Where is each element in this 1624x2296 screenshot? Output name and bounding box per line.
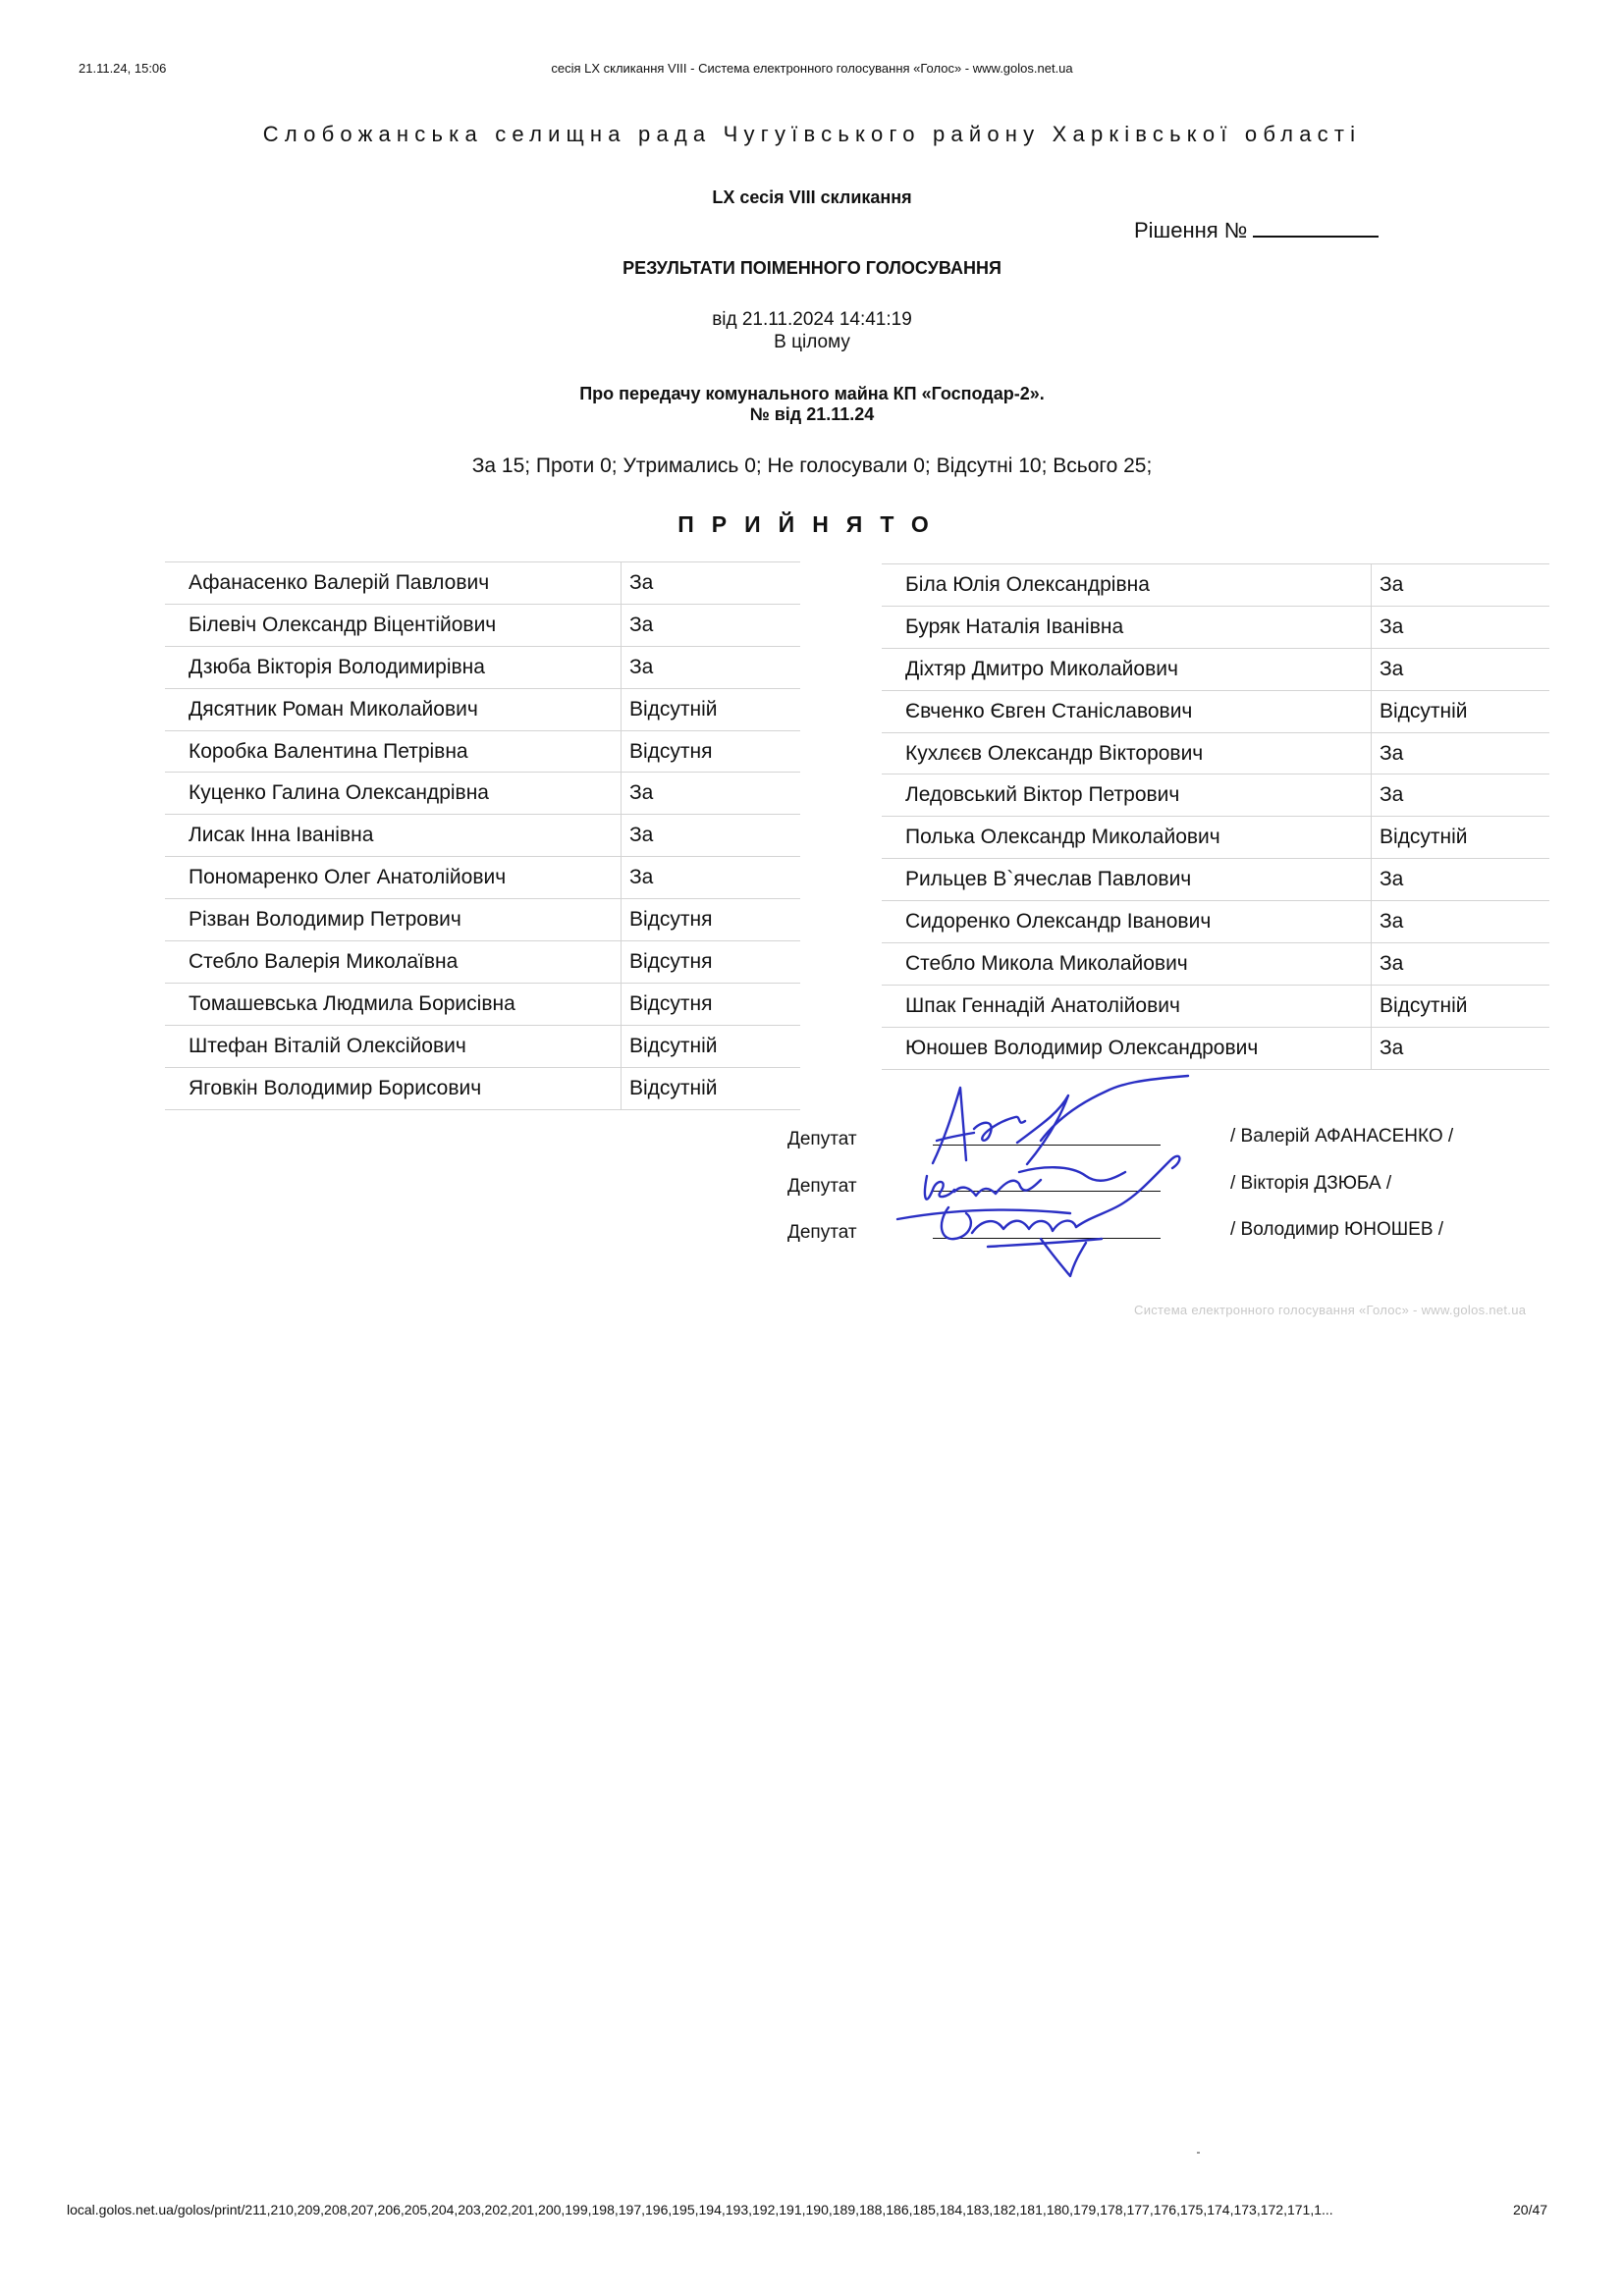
- deputy-vote: Відсутній: [622, 688, 801, 730]
- table-row: [882, 732, 1549, 774]
- scan-speck: [1197, 2152, 1200, 2154]
- deputy-vote: Відсутній: [622, 1025, 801, 1067]
- decision-number: [1134, 218, 1379, 243]
- vote-subject: Про передачу комунального майна КП «Господар-2».: [579, 384, 1045, 403]
- signature-yunoshev: [897, 1156, 1179, 1276]
- table-row: [165, 688, 800, 730]
- deputy-vote: За: [1372, 943, 1550, 986]
- deputy-name: Білевіч Олександр Віцентійович: [165, 604, 622, 646]
- decision-number-blank: [1253, 218, 1379, 238]
- table-row: [882, 1027, 1549, 1069]
- deputy-name: Коробка Валентина Петрівна: [165, 730, 622, 773]
- system-watermark: Система електронного голосування «Голос» - www.golos.net.ua: [1134, 1303, 1527, 1317]
- signatory-name: / Володимир ЮНОШЕВ /: [1230, 1219, 1444, 1240]
- votes-table-right: [882, 563, 1549, 1070]
- print-page-title: сесія LX скликання VIII - Система електронного голосування «Голос» - www.golos.net.ua: [551, 61, 1073, 76]
- table-row: [165, 815, 800, 857]
- deputy-name: Пономаренко Олег Анатолійович: [165, 857, 622, 899]
- session-title: LX сесія VIII скликання: [712, 187, 912, 207]
- deputy-name: Стебло Валерія Миколаївна: [165, 941, 622, 984]
- signatory-name: / Вікторія ДЗЮБА /: [1230, 1173, 1392, 1194]
- table-row: [882, 690, 1549, 732]
- deputy-name: Біла Юлія Олександрівна: [882, 564, 1372, 607]
- table-row: [165, 899, 800, 941]
- deputy-name: Євченко Євген Станіславович: [882, 690, 1372, 732]
- vote-subject-number: № від 21.11.24: [749, 404, 875, 424]
- table-row: [165, 1067, 800, 1109]
- deputy-name: Ледовський Віктор Петрович: [882, 774, 1372, 817]
- table-row: [165, 562, 800, 605]
- council-name: Слобожанська селищна рада Чугуївського району Харківської області: [262, 122, 1362, 146]
- table-row: [882, 774, 1549, 817]
- deputy-vote: За: [622, 562, 801, 605]
- deputy-name: Стебло Микола Миколайович: [882, 943, 1372, 986]
- deputy-name: Шпак Геннадій Анатолійович: [882, 985, 1372, 1027]
- table-row: [882, 606, 1549, 648]
- deputy-name: Куценко Галина Олександрівна: [165, 773, 622, 815]
- deputy-name: Дзюба Вікторія Володимирівна: [165, 646, 622, 688]
- deputy-vote: Відсутній: [1372, 817, 1550, 859]
- signatory-name: / Валерій АФАНАСЕНКО /: [1230, 1126, 1454, 1147]
- deputy-vote: Відсутній: [622, 1067, 801, 1109]
- deputy-vote: За: [1372, 606, 1550, 648]
- deputy-vote: За: [622, 773, 801, 815]
- deputy-name: Юношев Володимир Олександрович: [882, 1027, 1372, 1069]
- deputy-vote: За: [622, 646, 801, 688]
- deputy-name: Дясятник Роман Миколайович: [165, 688, 622, 730]
- signature-afanasenko: [933, 1076, 1188, 1164]
- table-row: [882, 943, 1549, 986]
- deputy-vote: За: [1372, 648, 1550, 690]
- deputy-name: Штефан Віталій Олексійович: [165, 1025, 622, 1067]
- deputy-vote: За: [622, 857, 801, 899]
- vote-date: від 21.11.2024 14:41:19: [712, 309, 912, 330]
- signature-label: Депутат: [787, 1176, 857, 1197]
- table-row: [882, 817, 1549, 859]
- deputy-vote: За: [622, 604, 801, 646]
- table-row: [165, 857, 800, 899]
- votes-table-left: [165, 561, 800, 1110]
- deputy-vote: Відсутня: [622, 941, 801, 984]
- signature-label: Депутат: [787, 1129, 857, 1149]
- deputy-vote: Відсутня: [622, 899, 801, 941]
- deputy-name: Томашевська Людмила Борисівна: [165, 983, 622, 1025]
- signature-dziuba: [925, 1167, 1125, 1199]
- deputy-name: Різван Володимир Петрович: [165, 899, 622, 941]
- deputy-vote: За: [1372, 732, 1550, 774]
- deputy-vote: За: [1372, 564, 1550, 607]
- deputy-name: Яговкін Володимир Борисович: [165, 1067, 622, 1109]
- results-title: РЕЗУЛЬТАТИ ПОІМЕННОГО ГОЛОСУВАННЯ: [623, 258, 1001, 278]
- table-row: [165, 1025, 800, 1067]
- deputy-vote: Відсутній: [1372, 985, 1550, 1027]
- deputy-vote: Відсутній: [1372, 690, 1550, 732]
- table-row: [165, 730, 800, 773]
- table-row: [882, 859, 1549, 901]
- handwritten-signatures: [893, 1070, 1218, 1281]
- deputy-name: Кухлєєв Олександр Вікторович: [882, 732, 1372, 774]
- print-datetime: 21.11.24, 15:06: [79, 61, 167, 76]
- table-row: [882, 901, 1549, 943]
- deputy-vote: Відсутня: [622, 983, 801, 1025]
- table-row: [882, 985, 1549, 1027]
- table-row: [165, 983, 800, 1025]
- deputy-vote: За: [1372, 1027, 1550, 1069]
- deputy-name: Рильцев В`ячеслав Павлович: [882, 859, 1372, 901]
- deputy-vote: За: [1372, 774, 1550, 817]
- deputy-name: Лисак Інна Іванівна: [165, 815, 622, 857]
- signature-label: Депутат: [787, 1222, 857, 1243]
- deputy-name: Сидоренко Олександр Іванович: [882, 901, 1372, 943]
- table-row: [882, 564, 1549, 607]
- deputy-name: Діхтяр Дмитро Миколайович: [882, 648, 1372, 690]
- vote-result: ПРИЙНЯТО: [677, 511, 947, 537]
- deputy-name: Афанасенко Валерій Павлович: [165, 562, 622, 605]
- table-row: [165, 604, 800, 646]
- print-url: local.golos.net.ua/golos/print/211,210,209,208,207,206,205,204,203,202,201,200,199,198,197,196,195,194,193,192,191,190,189,188,186,185,184,183,182,181,180,179,178,177,176,175,174,173,172,171,1...: [67, 2202, 1333, 2217]
- page-number: 20/47: [1513, 2202, 1548, 2217]
- deputy-vote: За: [1372, 859, 1550, 901]
- deputy-vote: Відсутня: [622, 730, 801, 773]
- vote-totals: За 15; Проти 0; Утримались 0; Не голосували 0; Відсутні 10; Всього 25;: [471, 454, 1153, 477]
- table-row: [165, 941, 800, 984]
- deputy-name: Полька Олександр Миколайович: [882, 817, 1372, 859]
- vote-scope: В цілому: [774, 332, 850, 352]
- decision-label: Рішення №: [1134, 218, 1248, 242]
- deputy-vote: За: [622, 815, 801, 857]
- table-row: [165, 646, 800, 688]
- table-row: [165, 773, 800, 815]
- deputy-name: Буряк Наталія Іванівна: [882, 606, 1372, 648]
- table-row: [882, 648, 1549, 690]
- deputy-vote: За: [1372, 901, 1550, 943]
